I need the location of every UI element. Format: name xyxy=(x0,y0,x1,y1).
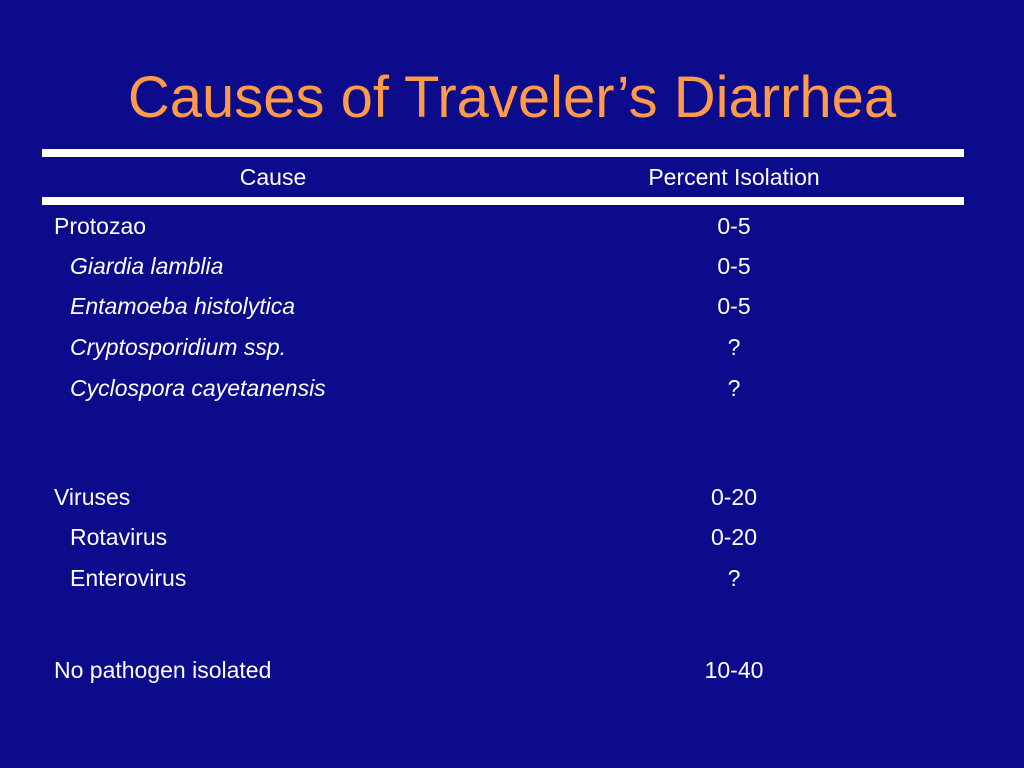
table-row xyxy=(0,523,1024,563)
cause-cell: Enterovirus xyxy=(70,565,187,591)
percent-cell: 0-5 xyxy=(717,213,751,239)
cause-cell: Viruses xyxy=(54,484,131,510)
table-row xyxy=(0,374,1024,414)
cause-cell: Entamoeba histolytica xyxy=(70,293,296,319)
table-row xyxy=(0,564,1024,604)
table-row xyxy=(0,212,1024,252)
cause-cell: Giardia lamblia xyxy=(70,253,224,279)
percent-cell: ? xyxy=(727,565,741,591)
slide-title: Causes of Traveler’s Diarrhea xyxy=(127,65,897,130)
table-top-rule xyxy=(42,149,964,157)
percent-cell: 0-20 xyxy=(710,484,758,510)
cause-cell: Protozao xyxy=(54,213,147,239)
percent-cell: 0-20 xyxy=(710,524,758,550)
column-header-cause: Cause xyxy=(239,164,307,190)
table-row xyxy=(0,483,1024,523)
column-header-percent-isolation: Percent Isolation xyxy=(648,164,820,190)
percent-cell: 10-40 xyxy=(704,657,764,683)
table-header-rule xyxy=(42,197,964,205)
percent-cell: ? xyxy=(727,375,741,401)
table-row xyxy=(0,252,1024,292)
percent-cell: 0-5 xyxy=(717,253,751,279)
percent-cell: ? xyxy=(727,334,741,360)
table-row xyxy=(0,292,1024,332)
table-row xyxy=(0,333,1024,373)
cause-cell: Rotavirus xyxy=(70,524,168,550)
cause-cell: Cryptosporidium ssp. xyxy=(70,334,287,360)
percent-cell: 0-5 xyxy=(717,293,751,319)
table-row xyxy=(0,656,1024,696)
cause-cell: No pathogen isolated xyxy=(54,657,272,683)
cause-cell: Cyclospora cayetanensis xyxy=(70,375,326,401)
